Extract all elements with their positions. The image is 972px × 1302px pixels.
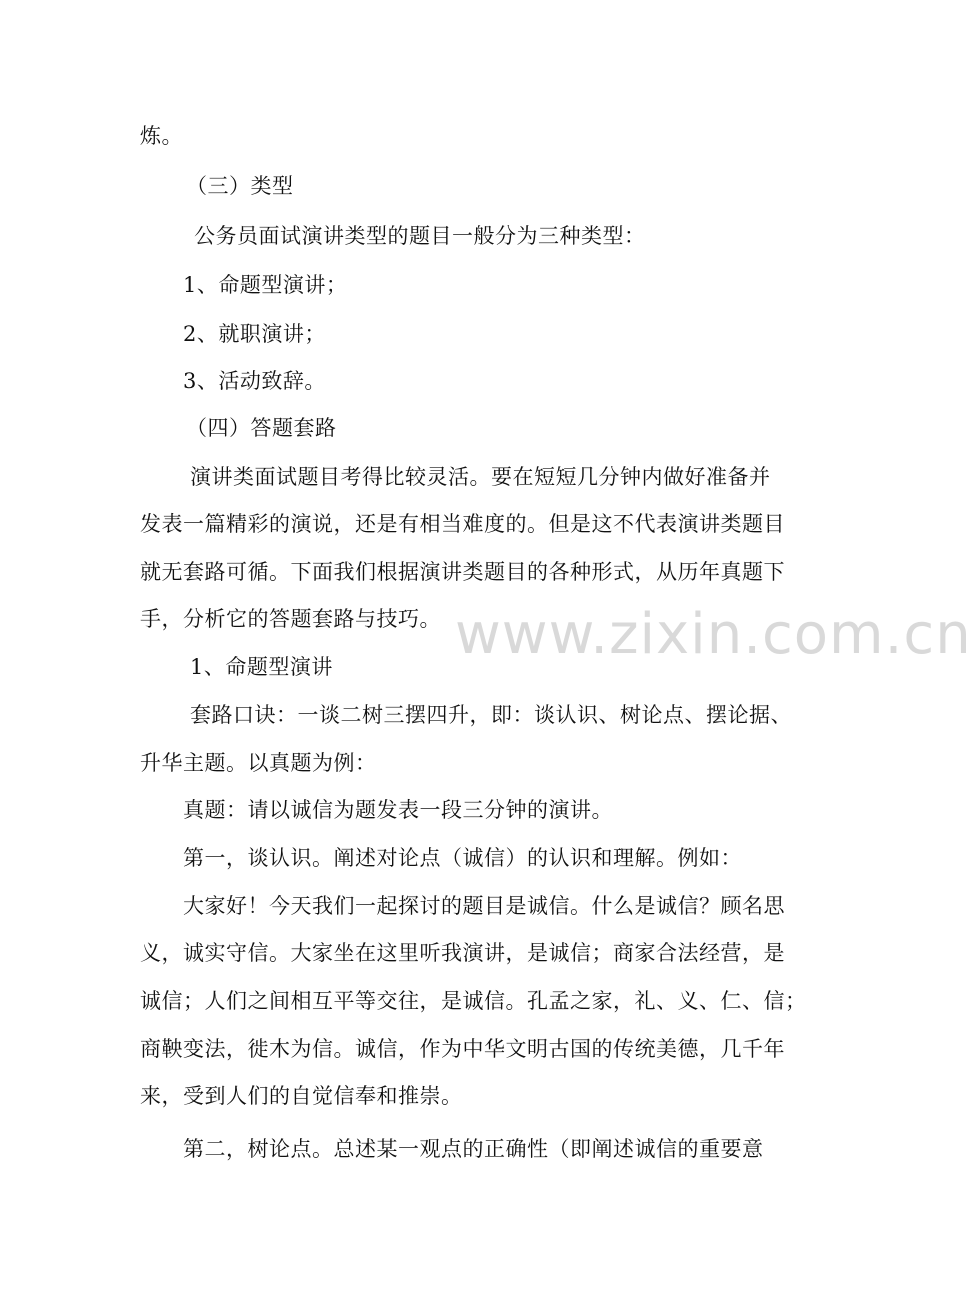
text-line: 炼。 — [140, 124, 183, 148]
section-heading: （三）类型 — [186, 174, 294, 198]
list-item: 2、就职演讲； — [183, 322, 326, 346]
text-line: 来，受到人们的自觉信奉和推崇。 — [140, 1084, 463, 1108]
text-line: 义，诚实守信。大家坐在这里听我演讲，是诚信；商家合法经营，是 — [140, 941, 785, 965]
list-item: 3、活动致辞。 — [183, 369, 326, 393]
text-line: 发表一篇精彩的演说，还是有相当难度的。但是这不代表演讲类题目 — [140, 512, 785, 536]
text-line: 真题：请以诚信为题发表一段三分钟的演讲。 — [183, 798, 613, 822]
text-line: 公务员面试演讲类型的题目一般分为三种类型： — [194, 224, 646, 248]
text-line: 就无套路可循。下面我们根据演讲类题目的各种形式，从历年真题下 — [140, 560, 785, 584]
section-heading: （四）答题套路 — [186, 416, 337, 440]
text-line: 演讲类面试题目考得比较灵活。要在短短几分钟内做好准备并 — [190, 465, 771, 489]
text-line: 商鞅变法，徙木为信。诚信，作为中华文明古国的传统美德，几千年 — [140, 1037, 785, 1061]
list-item: 1、命题型演讲； — [183, 273, 348, 297]
text-line: 第二，树论点。总述某一观点的正确性（即阐述诚信的重要意 — [183, 1137, 764, 1161]
text-line: 第一，谈认识。阐述对论点（诚信）的认识和理解。例如： — [183, 846, 742, 870]
text-line: 诚信；人们之间相互平等交往，是诚信。孔孟之家，礼、义、仁、信； — [140, 989, 807, 1013]
text-line: 升华主题。以真题为例： — [140, 751, 377, 775]
watermark: www.zixin.com.cn — [455, 602, 972, 667]
text-line: 大家好！今天我们一起探讨的题目是诚信。什么是诚信？顾名思 — [183, 894, 785, 918]
subheading: 1、命题型演讲 — [190, 655, 333, 679]
text-line: 套路口诀：一谈二树三摆四升，即：谈认识、树论点、摆论据、 — [190, 703, 792, 727]
text-line: 手，分析它的答题套路与技巧。 — [140, 607, 441, 631]
